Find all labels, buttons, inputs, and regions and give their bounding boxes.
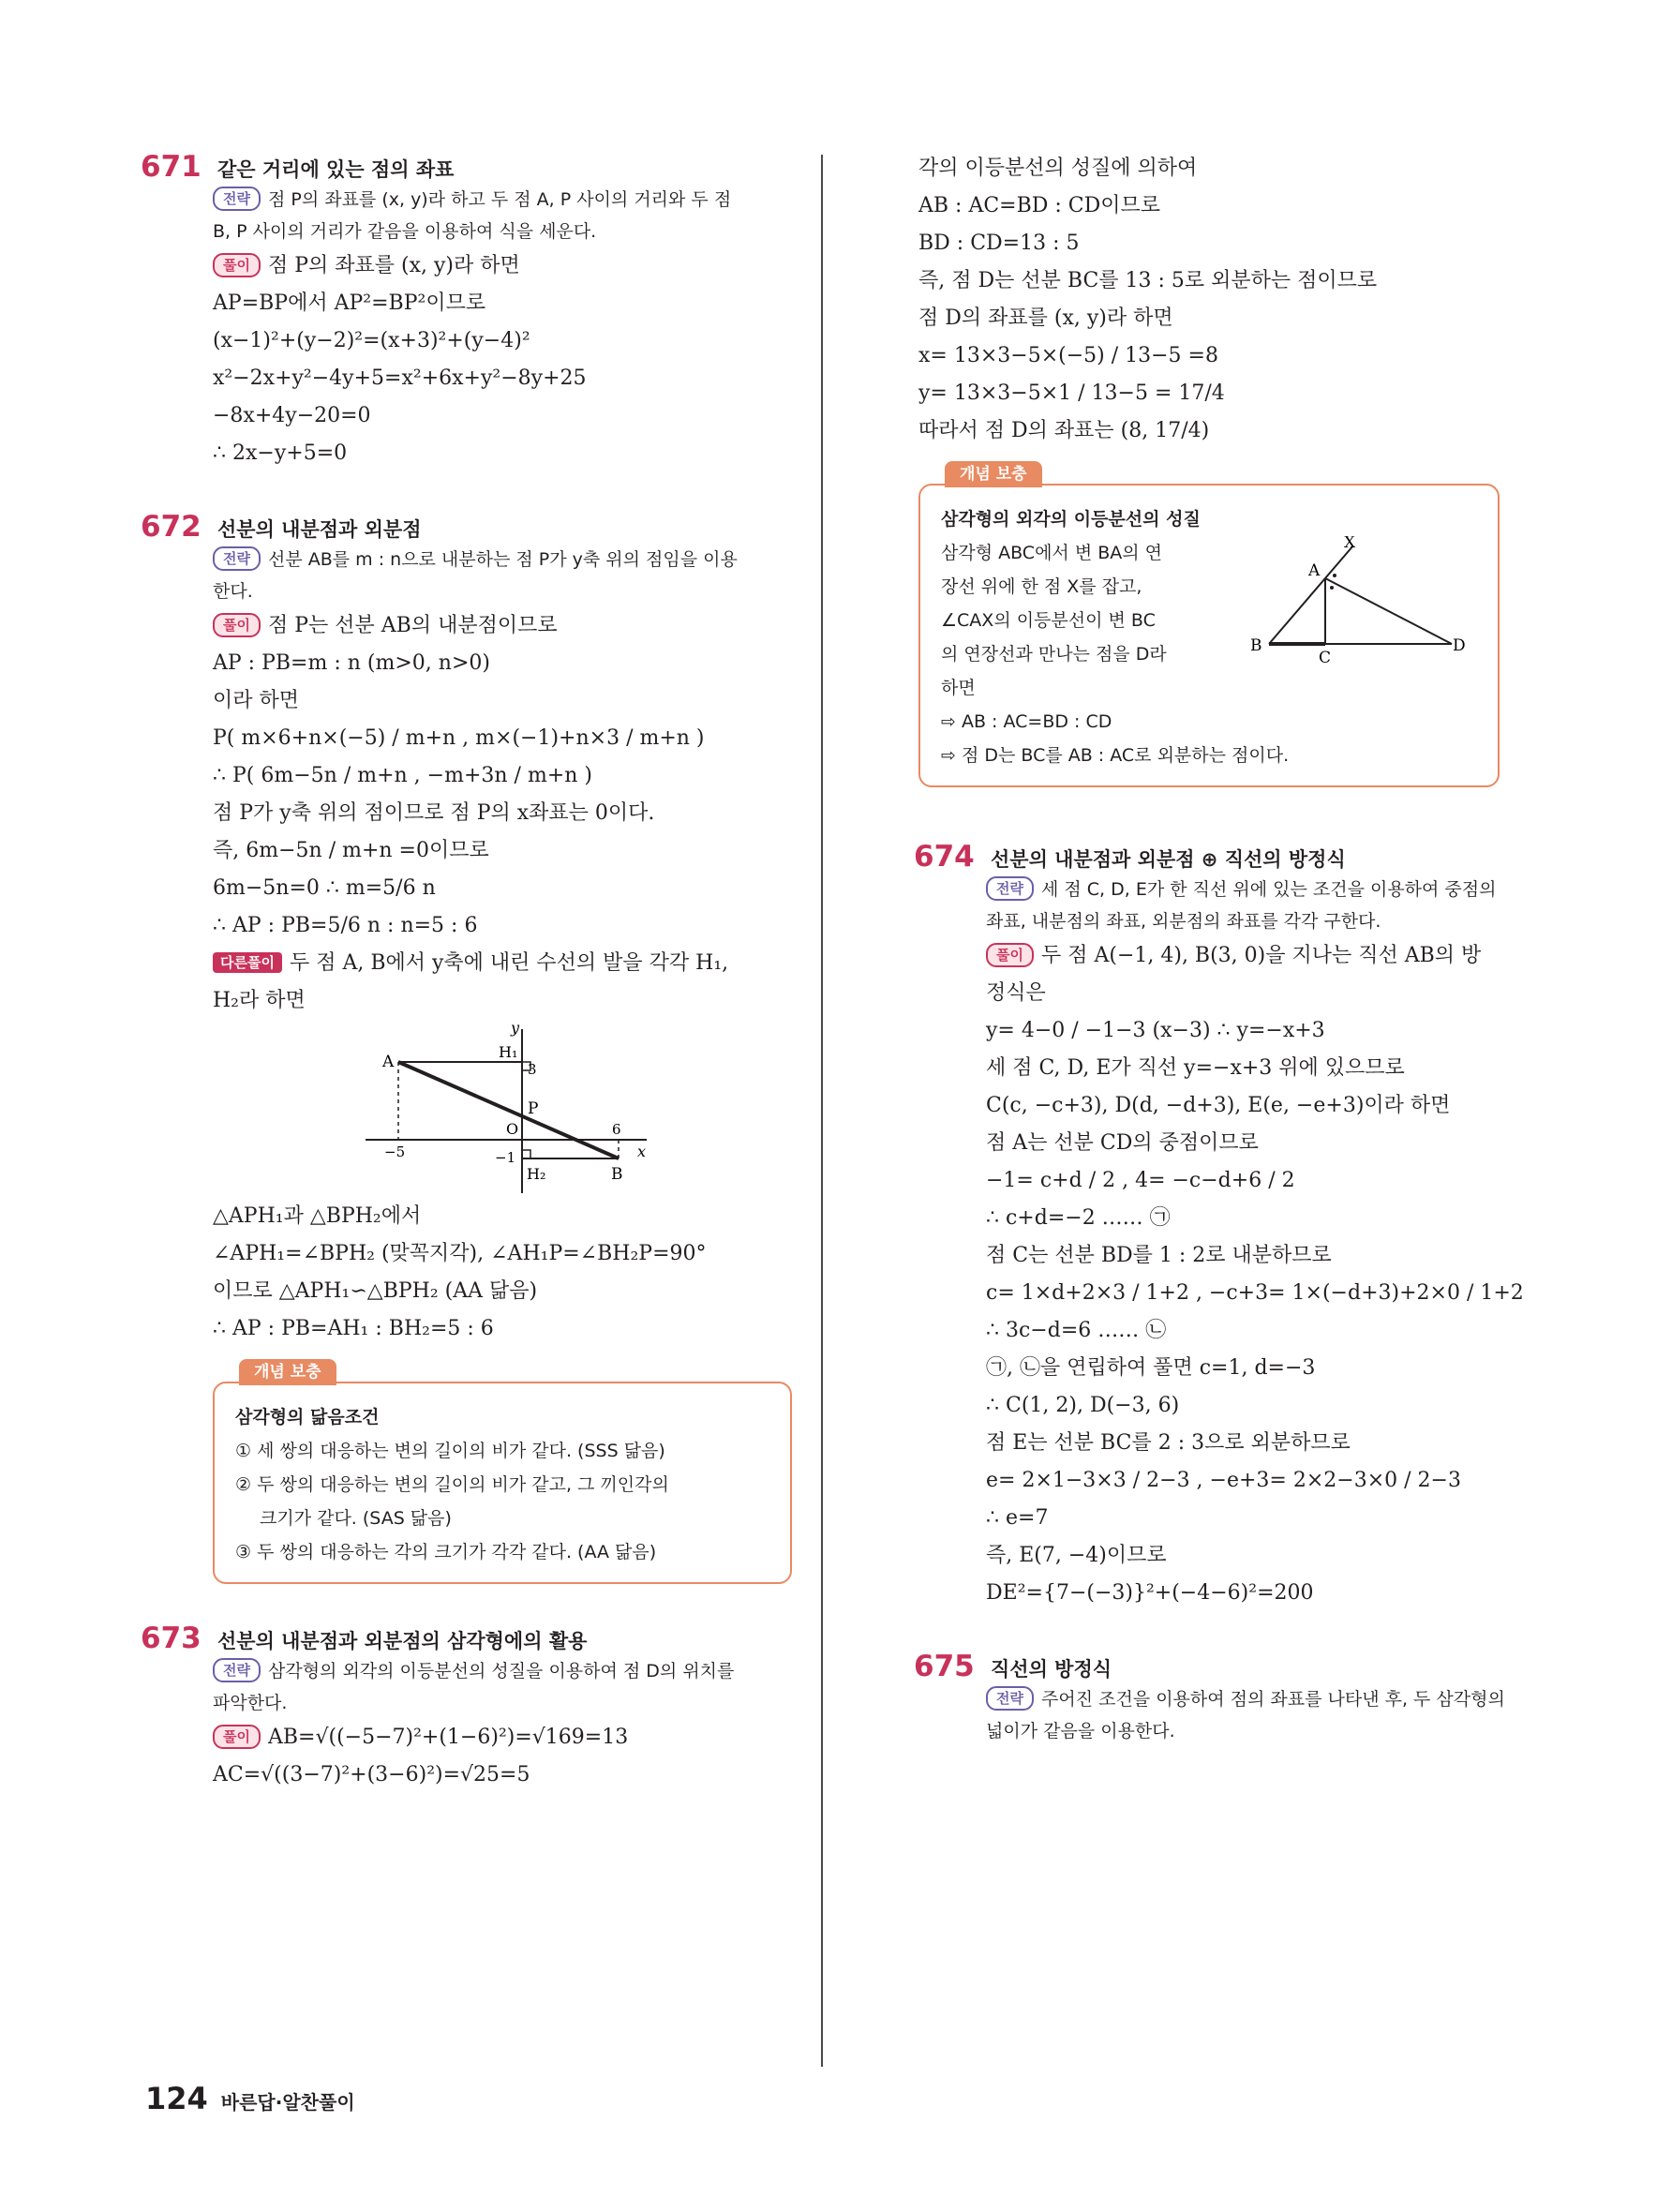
solution-line: △APH₁과 △BPH₂에서 — [213, 1204, 422, 1228]
label-A: A — [1308, 561, 1321, 580]
solution-line: 6m−5n=0 ∴ m=5/6 n — [213, 876, 436, 900]
solution-tag: 풀이 — [213, 1725, 261, 1749]
concept-item: 삼각형 ABC에서 변 BA의 연 — [941, 543, 1162, 563]
problem-number: 672 — [141, 510, 202, 544]
solution-line: 이라 하면 — [213, 689, 300, 712]
strategy-line: 전략 점 P의 좌표를 (x, y)라 하고 두 점 A, P 사이의 거리와 두 점 — [145, 184, 792, 216]
solution-line: ㉠, ㉡을 연립하여 풀면 c=1, d=−3 — [986, 1356, 1316, 1380]
concept-item: ③ 두 쌍의 대응하는 각의 크기가 각각 같다. (AA 닮음) — [235, 1542, 657, 1562]
solution-line: 점 E는 선분 BC를 2 : 3으로 외분하므로 — [986, 1431, 1351, 1455]
solution-line: 풀이 점 P는 선분 AB의 내분점이므로 — [145, 607, 792, 645]
solution-line: 풀이 AB=√((−5−7)²+(1−6)²)=√169=13 — [145, 1719, 792, 1756]
solution-line: e= 2×1−3×3 / 2−3 , −e+3= 2×2−3×0 / 2−3 — [986, 1469, 1461, 1492]
solution-line: 즉, 점 D는 선분 BC를 13 : 5로 외분하는 점이므로 — [918, 269, 1378, 292]
solution-line: −8x+4y−20=0 — [213, 404, 371, 427]
solution-line: 따라서 점 D의 좌표는 (8, 17/4) — [918, 419, 1210, 442]
solution-line: AP : PB=m : n (m>0, n>0) — [213, 651, 490, 675]
right-angle-mark — [522, 1150, 530, 1158]
solution-line: ∴ c+d=−2 …… ㉠ — [986, 1206, 1171, 1230]
problem-671 — [141, 150, 792, 472]
problem-title: 선분의 내분점과 외분점의 삼각형에의 활용 — [217, 1630, 588, 1652]
label-minus-1: −1 — [495, 1149, 516, 1166]
concept-title: 삼각형의 외각의 이등분선의 성질 — [941, 509, 1201, 530]
label-X: X — [1344, 536, 1356, 552]
label-C: C — [1319, 649, 1332, 667]
solution-line: 점 C는 선분 BD를 1 : 2로 내분하므로 — [986, 1244, 1332, 1267]
label-x-axis: x — [637, 1143, 647, 1160]
concept-item: ① 세 쌍의 대응하는 변의 길이의 비가 같다. (SSS 닮음) — [235, 1441, 665, 1461]
alt-solution-tag: 다른풀이 — [213, 952, 282, 973]
solution-line: P( m×6+n×(−5) / m+n , m×(−1)+n×3 / m+n ) — [213, 726, 705, 750]
angle-mark — [1333, 574, 1336, 577]
label-A: A — [382, 1053, 395, 1071]
solution-line: 점 A는 선분 CD의 중점이므로 — [986, 1131, 1259, 1155]
solution-line: ∴ AP : PB=5/6 n : n=5 : 6 — [213, 914, 478, 937]
page-footer — [145, 2081, 355, 2116]
concept-tab: 개념 보충 — [239, 1359, 336, 1385]
label-3: 3 — [528, 1061, 537, 1078]
strategy-line: 전략 세 점 C, D, E가 한 직선 위에 있는 조건을 이용하여 중점의 — [918, 874, 1500, 905]
solution-line: BD : CD=13 : 5 — [918, 232, 1080, 255]
solution-tag: 풀이 — [213, 253, 261, 277]
strategy-line: 좌표, 내분점의 좌표, 외분점의 좌표를 각각 구한다. — [986, 911, 1381, 932]
concept-item: 장선 위에 한 점 X를 잡고, — [941, 576, 1142, 597]
solution-line: C(c, −c+3), D(d, −d+3), E(e, −e+3)이라 하면 — [986, 1094, 1451, 1117]
problem-title: 같은 거리에 있는 점의 좌표 — [217, 158, 455, 181]
solution-line: 이므로 △APH₁∽△BPH₂ (AA 닮음) — [213, 1279, 538, 1303]
label-B: B — [1250, 636, 1262, 655]
solution-line: ∴ 3c−d=6 …… ㉡ — [986, 1319, 1167, 1342]
label-6: 6 — [612, 1121, 621, 1138]
solution-line: y= 13×3−5×1 / 13−5 = 17/4 — [918, 381, 1225, 405]
label-H2: H₂ — [527, 1165, 546, 1183]
angle-mark — [1330, 586, 1334, 590]
strategy-tag: 전략 — [986, 1686, 1034, 1711]
problem-673-continued — [918, 150, 1500, 787]
strategy-line: B, P 사이의 거리가 같음을 이용하여 식을 세운다. — [213, 221, 597, 242]
solution-line: AP=BP에서 AP²=BP²이므로 — [213, 291, 486, 315]
page-label: 바른답·알찬풀이 — [220, 2091, 355, 2114]
strategy-line: 전략 삼각형의 외각의 이등분선의 성질을 이용하여 점 D의 위치를 — [145, 1655, 792, 1687]
strategy-line: 한다. — [213, 581, 253, 602]
strategy-tag: 전략 — [213, 187, 261, 211]
alt-solution-line: H₂라 하면 — [213, 989, 306, 1012]
solution-line: 정식은 — [986, 981, 1046, 1005]
segment-ab — [398, 1062, 619, 1158]
solution-line: x²−2x+y²−4y+5=x²+6x+y²−8y+25 — [213, 366, 587, 390]
label-B: B — [611, 1165, 623, 1184]
problem-674 — [914, 840, 1524, 1612]
problem-number: 674 — [914, 840, 975, 874]
column-divider — [821, 155, 823, 2067]
solution-line: ∠APH₁=∠BPH₂ (맞꼭지각), ∠AH₁P=∠BH₂P=90° — [213, 1242, 707, 1265]
strategy-tag: 전략 — [986, 876, 1034, 901]
solution-line: ∴ P( 6m−5n / m+n , −m+3n / m+n ) — [213, 764, 593, 787]
page-number: 124 — [145, 2081, 208, 2116]
solution-line: 점 P가 y축 위의 점이므로 점 P의 x좌표는 0이다. — [213, 801, 655, 825]
strategy-tag: 전략 — [213, 1658, 261, 1682]
concept-item: 의 연장선과 만나는 점을 D라 — [941, 644, 1167, 665]
solution-line: 각의 이등분선의 성질에 의하여 — [918, 157, 1198, 180]
problem-number: 675 — [914, 1650, 975, 1683]
concept-item: 하면 — [941, 678, 976, 698]
strategy-line: 전략 선분 AB를 m : n으로 내분하는 점 P가 y축 위의 점임을 이용 — [145, 544, 792, 575]
problem-672 — [141, 510, 792, 1584]
solution-line: 점 D의 좌표를 (x, y)라 하면 — [918, 306, 1173, 330]
solution-line: x= 13×3−5×(−5) / 13−5 =8 — [918, 344, 1218, 367]
concept-item: ∠CAX의 이등분선이 변 BC — [941, 610, 1156, 631]
label-minus-5: −5 — [384, 1143, 406, 1160]
right-column — [914, 150, 1524, 1747]
solution-line: DE²={7−(−3)}²+(−4−6)²=200 — [986, 1581, 1314, 1605]
segment-bx — [1269, 546, 1353, 644]
solution-line: 세 점 C, D, E가 직선 y=−x+3 위에 있으므로 — [986, 1056, 1405, 1080]
alt-solution-line: 다른풀이 두 점 A, B에서 y축에 내린 수선의 발을 각각 H₁, — [145, 945, 792, 982]
label-D: D — [1453, 636, 1466, 655]
solution-line: 풀이 점 P의 좌표를 (x, y)라 하면 — [145, 247, 792, 285]
concept-title: 삼각형의 닮음조건 — [235, 1407, 380, 1427]
solution-line: AC=√((3−7)²+(3−6)²)=√25=5 — [213, 1763, 530, 1786]
solution-line: 풀이 두 점 A(−1, 4), B(3, 0)을 지나는 직선 AB의 방 — [918, 937, 1500, 975]
concept-item: ⇨ AB : AC=BD : CD — [941, 711, 1112, 732]
concept-tab: 개념 보충 — [945, 461, 1042, 487]
solution-line: ∴ AP : PB=AH₁ : BH₂=5 : 6 — [213, 1317, 494, 1340]
strategy-line: 넓이가 같음을 이용한다. — [986, 1721, 1175, 1741]
solution-tag: 풀이 — [986, 943, 1034, 967]
problem-675 — [914, 1650, 1505, 1747]
label-P: P — [528, 1099, 539, 1118]
solution-line: −1= c+d / 2 , 4= −c−d+6 / 2 — [986, 1169, 1295, 1192]
problem-number: 673 — [141, 1622, 202, 1655]
strategy-line: 파악한다. — [213, 1693, 288, 1713]
solution-line: (x−1)²+(y−2)²=(x+3)²+(y−4)² — [213, 329, 530, 352]
concept-item: 크기가 같다. (SAS 닮음) — [260, 1508, 452, 1529]
concept-item: ② 두 쌍의 대응하는 변의 길이의 비가 같고, 그 끼인각의 — [235, 1474, 669, 1495]
concept-box — [213, 1363, 792, 1584]
solution-line: y= 4−0 / −1−3 (x−3) ∴ y=−x+3 — [986, 1019, 1325, 1042]
label-y-axis: y — [511, 1020, 520, 1037]
solution-line: AB : AC=BD : CD이므로 — [918, 194, 1161, 217]
concept-item: ⇨ 점 D는 BC를 AB : AC로 외분하는 점이다. — [941, 745, 1290, 766]
segment-ad — [1325, 578, 1452, 644]
problem-number: 671 — [141, 150, 202, 184]
coordinate-figure — [347, 1020, 656, 1198]
solution-tag: 풀이 — [213, 613, 261, 637]
problem-title: 직선의 방정식 — [991, 1658, 1112, 1681]
solution-line: 즉, E(7, −4)이므로 — [986, 1544, 1167, 1567]
solution-line: 즉, 6m−5n / m+n =0이므로 — [213, 839, 489, 862]
solution-line: ∴ 2x−y+5=0 — [213, 441, 348, 465]
problem-title: 선분의 내분점과 외분점 — [217, 518, 422, 541]
problem-title: 선분의 내분점과 외분점 ⊕ 직선의 방정식 — [991, 848, 1346, 871]
triangle-figure — [1241, 536, 1466, 667]
left-column — [141, 150, 792, 1794]
concept-box — [918, 465, 1500, 787]
solution-line: c= 1×d+2×3 / 1+2 , −c+3= 1×(−d+3)+2×0 / 1+2 — [986, 1281, 1524, 1305]
solution-line: ∴ e=7 — [986, 1506, 1049, 1530]
solution-line: ∴ C(1, 2), D(−3, 6) — [986, 1394, 1180, 1417]
label-H1: H₁ — [499, 1043, 518, 1061]
strategy-line: 전략 주어진 조건을 이용하여 점의 좌표를 나타낸 후, 두 삼각형의 — [918, 1683, 1500, 1715]
label-O: O — [506, 1120, 519, 1138]
problem-673 — [141, 1622, 792, 1794]
strategy-tag: 전략 — [213, 546, 261, 571]
